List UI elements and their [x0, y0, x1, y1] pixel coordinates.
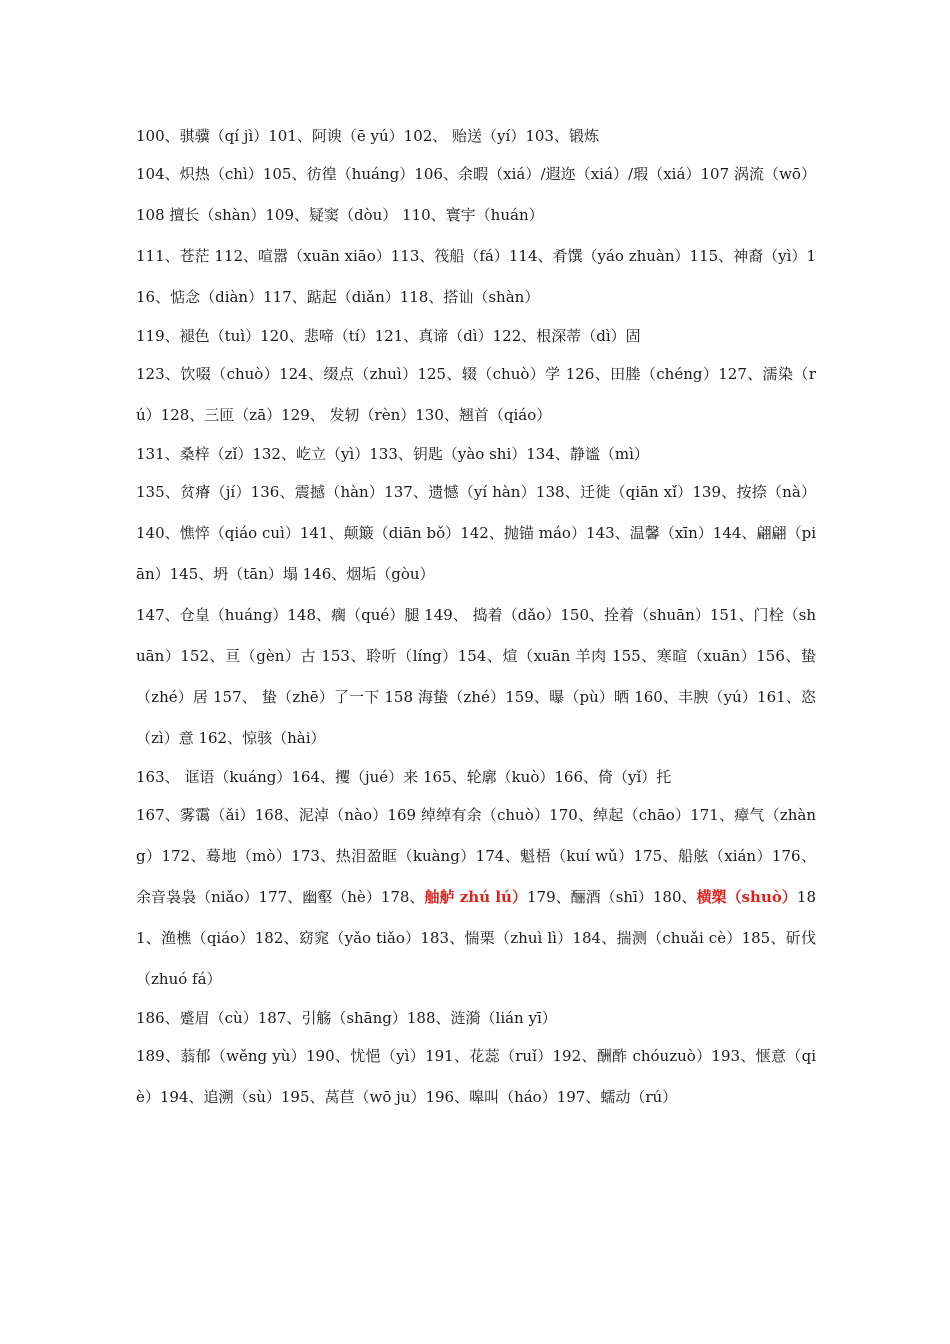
vocab-paragraph-104: 104、炽热（chì）105、彷徨（huáng）106、余暇（xiá）/遐迩（xiá）/瑕（xiá）107 涡流（wō）108 擅长（shàn）109、疑窦（dòu） 110、寰宇（huán） — [136, 165, 816, 224]
vocab-text-167-b: 179、酾酒（shī）180、 — [526, 888, 697, 906]
vocab-paragraph-123: 123、饮啜（chuò）124、缀点（zhuì）125、辍（chuò）学 126、田塍（chéng）127、濡染（rú）128、三匝（zā）129、 发轫（rèn）130、翘首（qiáo） — [136, 365, 816, 424]
vocab-text-167-c: 181、渔樵（qiáo）182、窈窕（yǎo tiǎo）183、惴栗（zhuì lì）184、揣测（chuǎi cè）185、斫伐（zhuó fá） — [136, 888, 817, 988]
vocab-paragraph-131: 131、桑梓（zǐ）132、屹立（yì）133、钥匙（yào shi）134、静谧（mì） — [136, 445, 649, 463]
vocab-paragraph-147: 147、仓皇（huáng）148、瘸（qué）腿 149、 捣着（dǎo）150、拴着（shuān）151、门栓（shuān）152、亘（gèn）古 153、聆听（líng）154、煊（xuān 羊肉 155、寒暄（xuān）156、蛰（zhé）居 157、 蛰（zhē）了一下 158 海蛰（zhé）159、曝（pù）晒 160、丰腴（yú）161、恣（zì）意 162、惊骇（hài） — [136, 606, 816, 747]
highlighted-term-zhulu: 舳舻 zhú lú） — [424, 888, 527, 906]
vocab-paragraph-111: 111、苍茫 112、喧嚣（xuān xiāo）113、筏船（fá）114、肴馔（yáo zhuàn）115、神裔（yì）116、惦念（diàn）117、踮起（diǎn）118、搭讪（shàn） — [136, 247, 816, 306]
vocab-paragraph-186: 186、蹙眉（cù）187、引觞（shāng）188、涟漪（lián yī） — [136, 1009, 557, 1027]
vocab-paragraph-163: 163、 诓语（kuáng）164、攫（jué）来 165、轮廓（kuò）166、倚（yǐ）托 — [136, 768, 672, 786]
vocab-paragraph-100: 100、骐骥（qí jì）101、阿谀（ē yú）102、 贻送（yí）103、锻炼 — [136, 127, 599, 145]
vocab-paragraph-119: 119、褪色（tuì）120、悲啼（tí）121、真谛（dì）122、根深蒂（dì）固 — [136, 327, 641, 345]
document-page — [136, 118, 816, 1118]
vocab-paragraph-167 — [136, 795, 816, 1000]
highlighted-term-hengshuo: 横槊（shuò） — [696, 888, 797, 906]
vocab-text-167-a: 167、雾霭（ǎi）168、泥淖（nào）169 绰绰有余（chuò）170、绰起（chāo）171、瘴气（zhàng）172、蓦地（mò）173、热泪盈眶（kuàng）174、魁梧（kuí wǔ）175、船舷（xián）176、余音袅袅（niǎo）177、幽壑（hè）178、 — [136, 806, 816, 906]
vocab-paragraph-135: 135、贫瘠（jí）136、震撼（hàn）137、遗憾（yí hàn）138、迁徙（qiān xǐ）139、按捺（nà）140、憔悴（qiáo cuì）141、颠簸（diān bǒ）142、抛锚 máo）143、温馨（xīn）144、翩翩（piān）145、坍（tān）塌 146、烟垢（gòu） — [136, 483, 816, 583]
vocab-paragraph-189: 189、蓊郁（wěng yù）190、忧悒（yì）191、花蕊（ruǐ）192、酬酢 chóuzuò）193、惬意（qiè）194、追溯（sù）195、莴苣（wō ju）196、嗥叫（háo）197、蠕动（rú） — [136, 1047, 816, 1106]
